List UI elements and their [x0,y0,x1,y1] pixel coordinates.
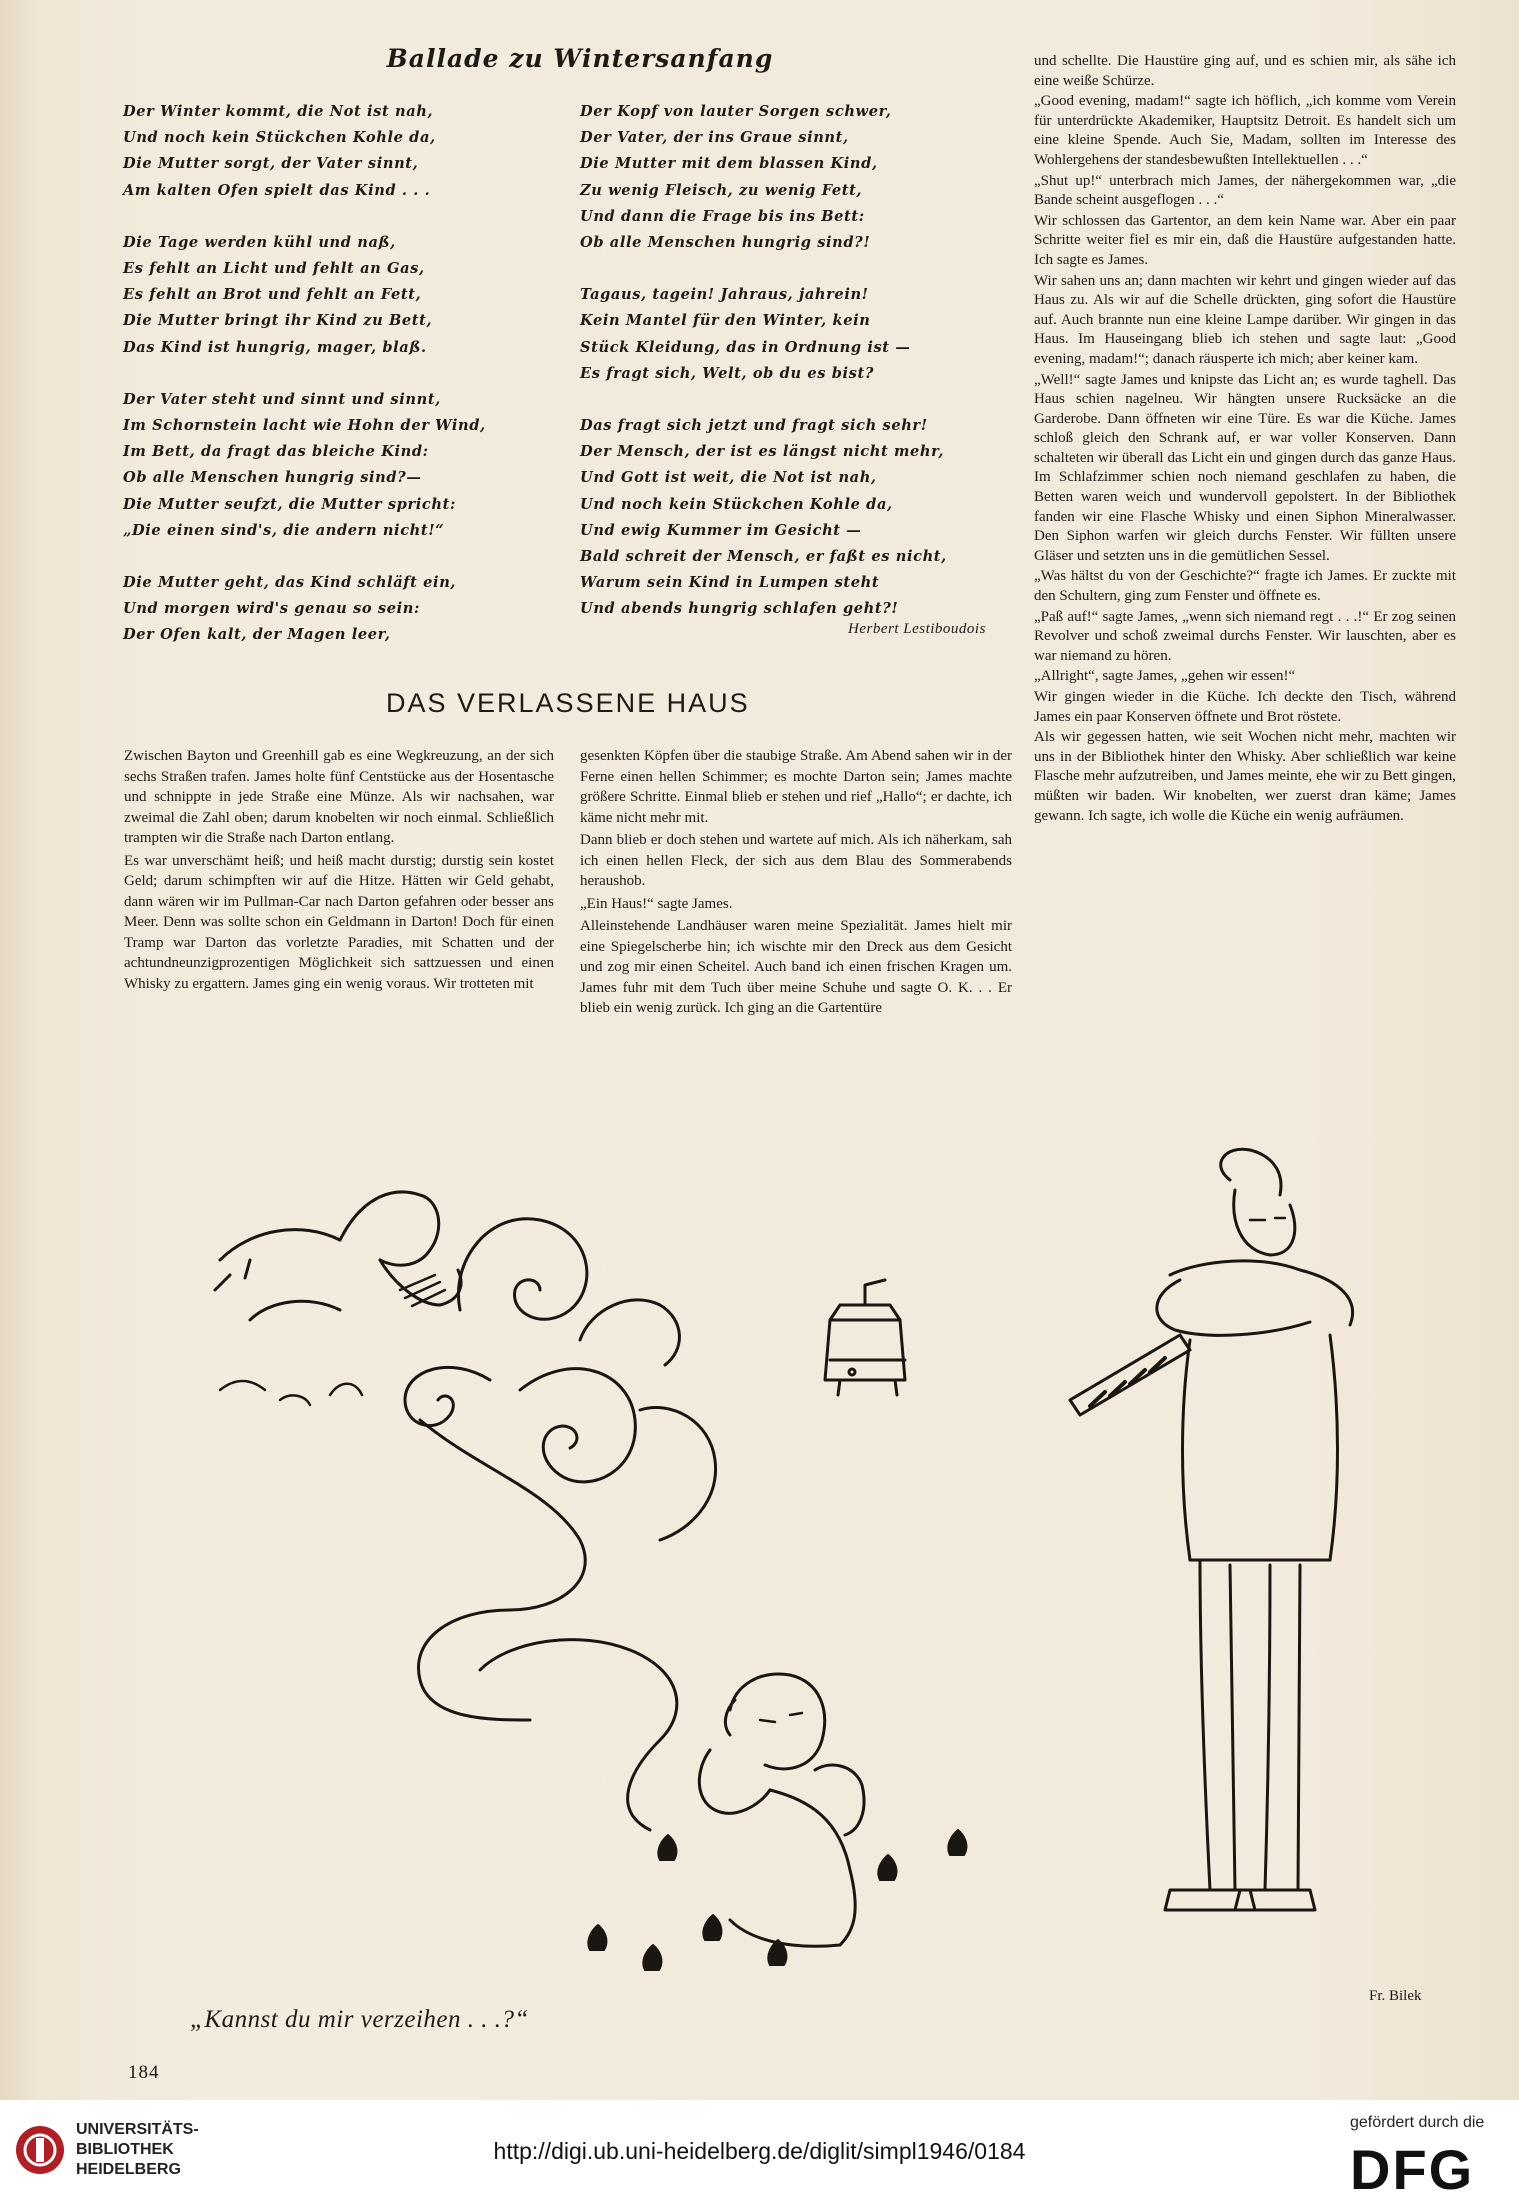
poem-line: Der Vater, der ins Graue sinnt, [580,129,849,147]
page-number: 184 [128,2062,160,2083]
poem-line: Ob alle Menschen hungrig sind?! [580,234,871,252]
story-paragraph: Alleinstehende Landhäuser waren meine Spezialität. James hielt mir eine Spiegelscherbe hin; ich wischte mir den Dreck aus dem Gesicht und zog mir einen Scheitel. Auch band ich einen frischen Kragen um. James fuhr mit dem Tuch über meine Schuhe und sagte O. K. . . Er blieb ein wenig zurück. Ich ging an die Gartentüre [580,918,1012,1016]
standing-man-drawing [1070,1149,1353,1910]
poem-line: Tagaus, tagein! Jahraus, jahrein! [580,286,869,304]
story-paragraph: Wir schlossen das Gartentor, an dem kein Name war. Aber ein paar Schritte weiter fiel es mir ein, daß die Haustüre aufgestanden hatte. Ich sagte es James. [1034,212,1456,268]
stanza-gap [123,544,486,570]
story-paragraph: „Paß auf!“ sagte James, „wenn sich niemand regt . . .!“ Er zog seinen Revolver und schoß zweimal durchs Fenster. Wir lauschten, aber es war niemand zu hören. [1034,608,1456,664]
stanza-gap [123,361,486,387]
library-name-line-2: BIBLIOTHEK [76,2141,174,2158]
story-paragraph: Zwischen Bayton und Greenhill gab es eine Wegkreuzung, an der sich sechs Straßen trafen. James holte fünf Centstücke aus der Hosentasche und schnippte in jede Straße eine Münze. Als wir nachsahen, war zweimal die Zahl oben; darum knobelten wir noch einmal. Schließlich trampten wir die Straße nach Darton entlang. [124,748,554,846]
poem-line: Bald schreit der Mensch, er faßt es nicht, [580,548,947,566]
story-paragraph: gesenkten Köpfen über die staubige Straße. Am Abend sahen wir in der Ferne einen hellen Schimmer; es mochte Darton sein; James machte größere Schritte. Einmal blieb er stehen und rief „Hallo“; er dachte, ich käme nicht mehr mit. [580,748,1012,826]
poem-line: Das fragt sich jetzt und fragt sich sehr! [580,417,928,435]
poem-line: Es fehlt an Brot und fehlt an Fett, [123,286,422,304]
story-paragraph: und schellte. Die Haustüre ging auf, und es schien mir, als sähe ich eine weiße Schürze. [1034,53,1456,89]
poem-line: Die Tage werden kühl und naß, [123,233,396,251]
poem-line: Der Vater steht und sinnt und sinnt, [123,390,441,408]
story-paragraph: Dann blieb er doch stehen und wartete auf mich. Als ich näherkam, sah ich einen hellen Fleck, der sich aus dem Blau des Sommerabends heraushob. [580,832,1012,889]
story-paragraph: „Allright“, sagte James, „gehen wir essen!“ [1034,668,1296,685]
poem-line: Die Mutter mit dem blassen Kind, [580,155,878,173]
poem-line: Es fehlt an Licht und fehlt an Gas, [123,260,425,278]
story-paragraph: „Ein Haus!“ sagte James. [580,895,733,912]
poem-line: Die Mutter bringt ihr Kind zu Bett, [123,312,433,330]
poem-line: Stück Kleidung, das in Ordnung ist — [580,338,911,356]
dfg-logo: DFG [1350,2138,1475,2201]
coffee-grinder-drawing [825,1280,905,1395]
poem-line: Und morgen wird's genau so sein: [123,600,420,618]
poem-line: Die Mutter geht, das Kind schläft ein, [123,574,457,592]
poem-line: Ob alle Menschen hungrig sind?— [123,469,422,487]
story-paragraph: Als wir gegessen hatten, wie seit Wochen nicht mehr, machten wir uns in der Bibliothek hinter den Whisky. Aber schließlich war keine Flasche mehr aufzutreiben, und James meinte, ehe wir zu Bett gingen, müßten wir baden. Wir knobelten, wer zuerst dran käme; James gewann. Ich sagte, ich wolle die Küche ein wenig aufräumen. [1034,729,1456,824]
poem-left-column [123,99,486,649]
poem-author: Herbert Lestiboudois [848,621,986,637]
story-column-2 [580,746,1012,1021]
kneeling-man-drawing [699,1674,864,1946]
story-column-1 [124,746,554,996]
footer-bar [0,2100,1519,2206]
poem-line: Am kalten Ofen spielt das Kind . . . [123,181,431,199]
poem-right-column [580,99,947,623]
library-name-line-1: UNIVERSITÄTS- [76,2121,199,2138]
permalink-url[interactable]: http://digi.ub.uni-heidelberg.de/diglit/simpl1946/0184 [493,2138,1026,2164]
story-column-3 [1034,52,1456,827]
poem-line: Und noch kein Stückchen Kohle da, [123,129,436,147]
story-paragraph: „Well!“ sagte James und knipste das Licht an; es wurde taghell. Das Haus schien nagelneu. Wir hängten unsere Rucksäcke an die Garderobe. Dann öffneten wir eine Türe. Es war die Küche. James schloß gleich den Schrank auf, er war voller Konserven. Dann schalteten wir überall das Licht ein und gingen durch das ganze Haus. Im Schlafzimmer schien noch niemand geschlafen zu haben, die Betten waren weich und wundervoll gepolstert. In der Bibliothek fanden wir eine Flasche Whisky und einen Siphon Mineralwasser. Den Siphon warfen wir gleich durchs Fenster. Wir füllten unsere Gläser und setzten uns in die gemütlichen Sessel. [1034,371,1456,564]
poem-line: Die Mutter sorgt, der Vater sinnt, [123,155,419,173]
poem-line: Das Kind ist hungrig, mager, blaß. [123,338,427,356]
poem-line: Und noch kein Stückchen Kohle da, [580,495,893,513]
story-paragraph: Wir sahen uns an; dann machten wir kehrt und gingen wieder auf das Haus zu. Als wir auf die Schelle drückten, ging sofort die Haustüre auf. Auch brannte nun eine kleine Lampe darüber. Wir gingen in das Haus. Im Hauseingang blieb ich stehen und sagte laut: „Good evening, madam!“; danach räusperte ich mich; aber keiner kam. [1034,272,1456,367]
poem-line: Im Schornstein lacht wie Hohn der Wind, [123,417,486,435]
artist-signature: Fr. Bilek [1369,1988,1422,2004]
poem-line: Zu wenig Fleisch, zu wenig Fett, [580,181,863,199]
library-name-line-3: HEIDELBERG [76,2161,181,2178]
story-paragraph: „Good evening, madam!“ sagte ich höflich, „ich komme vom Verein für unterdrückte Akademiker, Hauptsitz Detroit. Es handelt sich um eine kleine Spende. Auch Sie, Madam, sollten im Interesse des Wohlergehens der standesbewußten Intellektuellen . . .“ [1034,93,1456,168]
poem-line: Der Mensch, der ist es längst nicht mehr, [580,443,945,461]
story-title: DAS VERLASSENE HAUS [386,688,750,718]
poem-line: Kein Mantel für den Winter, kein [580,312,871,330]
smoke-swirl-drawing [405,1219,716,1830]
illustration-caption: „Kannst du mir verzeihen . . .?“ [190,2006,529,2033]
stanza-gap [580,256,947,282]
story-paragraph: Es war unverschämt heiß; und heiß macht durstig; durstig sein kostet Geld; darum schimpften wir auf die Hitze. Hätten wir Geld gehabt, dann wären wir im Pullman-Car nach Darton gefahren oder besser ans Meer. Denn was sollte schon ein Geldmann in Darton! Doch für einen Tramp war Darton das vorletzte Paradies, mit Schatten und der achtundneunzigprozentigen Möglichkeit sich sattzuessen und einen Whisky zu ergattern. James ging ein wenig voraus. Wir trotteten mit [124,852,554,992]
poem-line: Es fragt sich, Welt, ob du es bist? [580,364,874,382]
poem-line: Und dann die Frage bis ins Bett: [580,207,865,225]
story-paragraph: „Was hältst du von der Geschichte?“ fragte ich James. Er zuckte mit den Schultern, ging zum Fenster und öffnete es. [1034,568,1456,605]
poem-title: Ballade zu Wintersanfang [386,44,774,73]
stanza-gap [123,204,486,230]
poem-line: Und ewig Kummer im Gesicht — [580,521,862,539]
story-paragraph: Wir gingen wieder in die Küche. Ich deckte den Tisch, während James ein paar Konserven öffnete und Brot röstete. [1034,689,1456,725]
funding-label: gefördert durch die [1350,2114,1485,2131]
poem-line: Und abends hungrig schlafen geht?! [580,600,899,618]
cartoon-illustration [190,1110,1450,1990]
poem-line: Der Kopf von lauter Sorgen schwer, [580,103,892,120]
tear-drops-drawing [588,1830,966,1970]
poem-line: Der Winter kommt, die Not ist nah, [123,103,434,120]
poem-line: „Die einen sind's, die andern nicht!“ [123,521,445,539]
stanza-gap [580,387,947,413]
poem-line: Der Ofen kalt, der Magen leer, [123,626,391,644]
poem-line: Und Gott ist weit, die Not ist nah, [580,469,877,487]
poem-line: Warum sein Kind in Lumpen steht [580,574,880,592]
poem-line: Die Mutter seufzt, die Mutter spricht: [123,495,456,513]
poem-line: Im Bett, da fragt das bleiche Kind: [123,443,429,461]
story-paragraph: „Shut up!“ unterbrach mich James, der nähergekommen war, „die Bande scheint ausgeflogen . . .“ [1034,172,1456,209]
